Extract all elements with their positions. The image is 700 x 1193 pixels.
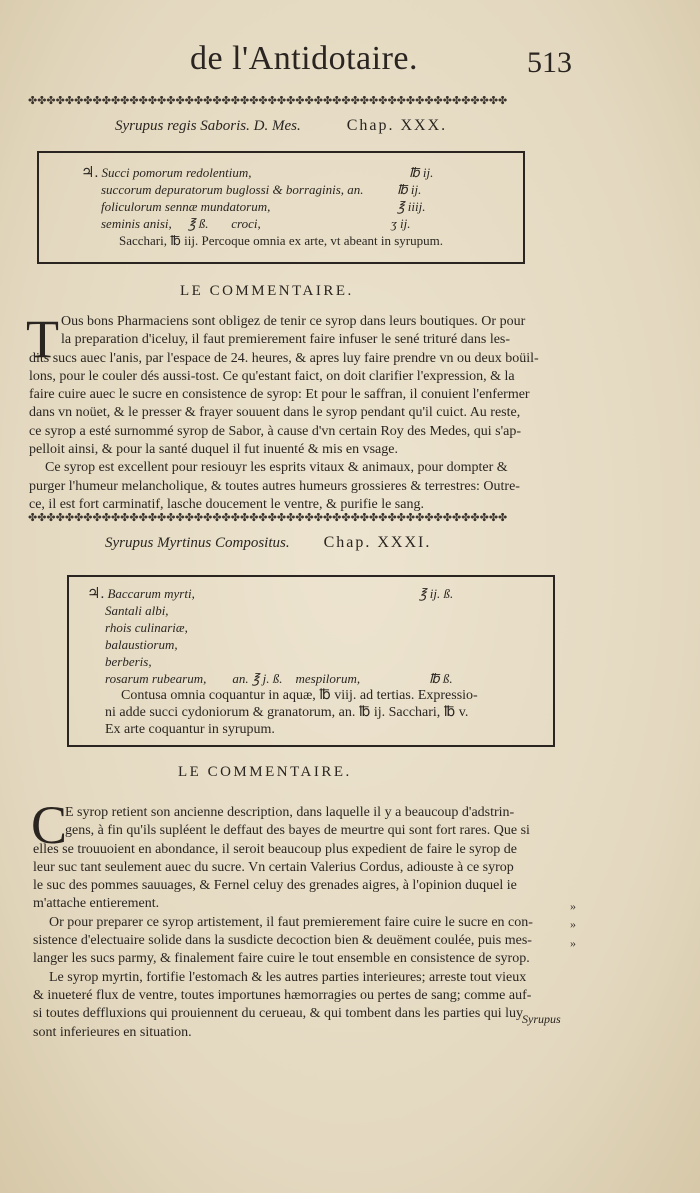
- recipe-quantity: ℔ ß.: [429, 671, 453, 686]
- recipe-line: Santali albi,: [105, 603, 169, 618]
- rule: [67, 575, 555, 577]
- text-line: purger l'humeur melancholique, & toutes autres humeurs grossieres & terrestres: Outre-: [29, 478, 520, 494]
- text-line: leur suc tant seulement auec du sucre. Vn certain Valerius Cordus, adiouste à ce syrop: [33, 859, 514, 875]
- rule: [37, 151, 525, 153]
- quote-mark: »: [570, 899, 576, 913]
- running-title: de l'Antidotaire.: [190, 40, 419, 77]
- text-line: E syrop retient son ancienne description, dans laquelle il y a beaucoup d'adstrin-: [65, 805, 515, 820]
- recipe-box: [67, 575, 555, 747]
- recipe-title: Syrupus regis Saboris. D. Mes.: [115, 118, 301, 134]
- recipe-line: ♃. Baccarum myrti,: [87, 586, 195, 602]
- text-line: sistence d'electuaire solide dans la susdicte decoction bien & deuëment coulée, puis mes-: [33, 933, 532, 949]
- text-line: la preparation d'iceluy, il faut premierement faire infuser le sené trituré dans les-: [61, 332, 511, 348]
- text-line: m'attache entierement.: [33, 896, 160, 912]
- rule: [37, 262, 525, 264]
- commentary-text: [29, 313, 566, 514]
- text-line: elles se trouuoient en abondance, il seroit beaucoup plus expedient de faire le syrop de: [33, 841, 517, 857]
- text-line: langer les sucs parmy, & finalement faire cuire le tout ensemble en consistence de syrop.: [33, 951, 530, 967]
- text-line: lons, pour le couler dés aussi-tost. Ce qu'estant faict, on doit clarifier l'expression, & la: [29, 368, 515, 384]
- rule: [67, 745, 555, 747]
- text-line: Or pour preparer ce syrop artistement, il faut premierement faire cuire le sucre en con-: [49, 914, 533, 930]
- chapter-heading: [115, 117, 447, 135]
- text-line: Le syrop myrtin, fortifie l'estomach & les autres parties interieures; arreste tout vieux: [49, 969, 527, 985]
- text-line: gens, à fin qu'ils supléent le deffaut des bayes de meurtre qui sont fort rares. Que si: [65, 823, 530, 839]
- quote-mark: »: [570, 935, 576, 950]
- quote-mark: »: [570, 917, 576, 932]
- text-line: dits sucs auec l'anis, par l'espace de 24. heures, & apres luy faire prendre vn ou deux boüil-: [29, 350, 539, 366]
- text-line: sont inferieures en situation.: [33, 1024, 192, 1040]
- margin-quote-marks: [570, 897, 576, 952]
- recipe-quantity: ʒ ij.: [391, 216, 411, 231]
- catchword: Syrupus: [522, 1012, 561, 1026]
- recipe-line: ♃. Succi pomorum redolentium,: [81, 165, 252, 181]
- commentary-heading: LE COMMENTAIRE.: [180, 283, 354, 299]
- chapter-heading: [105, 534, 431, 552]
- text-line: ce, il est fort carminatif, lasche doucement le ventre, & purifie le sang.: [29, 496, 424, 512]
- recipe-quantity: ℔ ij.: [397, 182, 422, 197]
- recipe-box: [37, 151, 525, 264]
- recipe-line: succorum depuratorum buglossi & borraginis, an.: [101, 182, 364, 197]
- recipe-instruction: Contusa omnia coquantur in aquæ, ℔ viij. ad tertias. Expressio-: [121, 688, 478, 703]
- recipe-instruction: ni adde succi cydoniorum & granatorum, an. ℔ ij. Sacchari, ℔ v.: [105, 705, 469, 720]
- page-number: 513: [527, 46, 572, 79]
- text-line: & inueteré flux de ventre, toutes importunes hæmorragies ou pertes de sang; comme auf-: [33, 987, 532, 1003]
- commentary-heading: LE COMMENTAIRE.: [178, 764, 352, 780]
- recipe-line: foliculorum sennæ mundatorum,: [101, 199, 271, 214]
- text-line: Ous bons Pharmaciens sont obligez de tenir ce syrop dans leurs boutiques. Or pour: [61, 314, 526, 329]
- chapter-number: Chap. XXXI.: [323, 534, 432, 551]
- text-line: le suc des pommes sauuages, & Fernel celuy des grenades aigres, à l'opinion duquel ie: [33, 878, 517, 894]
- drop-cap: C: [31, 795, 68, 855]
- text-line: si toutes deffluxions qui prouiennent du cerueau, & qui tombent dans les parties qui luy: [33, 1006, 524, 1022]
- recipe-line: seminis anisi, ℥ ß. croci,: [101, 216, 261, 231]
- ornament-band: ✤✤✤✤✤✤✤✤✤✤✤✤✤✤✤✤✤✤✤✤✤✤✤✤✤✤✤✤✤✤✤✤✤✤✤✤✤✤✤✤✤✤✤✤✤✤✤✤✤✤✤✤: [28, 96, 508, 106]
- drop-cap: T: [26, 309, 59, 369]
- commentary-text: [31, 795, 566, 1042]
- chapter-number: Chap. XXX.: [346, 117, 448, 134]
- recipe-line: rhois culinariæ,: [105, 620, 188, 635]
- text-line: Ce syrop est excellent pour resiouyr les esprits vitaux & animaux, pour dompter &: [45, 460, 508, 476]
- recipe-title: Syrupus Myrtinus Compositus.: [105, 535, 290, 551]
- recipe-line: berberis,: [105, 654, 152, 669]
- text-line: faire cuire auec le sucre en consistence de syrop: Et pour le saffran, il conuient l'enfermer: [29, 387, 530, 403]
- text-line: dans vn noüet, & le presser & frayer souuent dans le syrop pendant qu'il cuict. Au reste,: [29, 405, 521, 421]
- text-line: pelloit ainsi, & pour la santé duquel il fut inuenté & mis en vsage.: [29, 442, 398, 458]
- recipe-line: rosarum rubearum, an. ℥ j. ß. mespilorum,: [105, 671, 361, 686]
- recipe-quantity: ℥ ij. ß.: [419, 586, 454, 601]
- recipe-instruction: Sacchari, ℔ iij. Percoque omnia ex arte, vt abeant in syrupum.: [119, 233, 443, 248]
- recipe-instruction: Ex arte coquantur in syrupum.: [105, 722, 275, 737]
- text-line: ce syrop a esté surnommé syrop de Sabor, à cause d'vn certain Roy des Medes, qui s'ap-: [29, 423, 522, 439]
- recipe-quantity: ℥ iiij.: [397, 199, 426, 214]
- ornament-band: ✤✤✤✤✤✤✤✤✤✤✤✤✤✤✤✤✤✤✤✤✤✤✤✤✤✤✤✤✤✤✤✤✤✤✤✤✤✤✤✤✤✤✤✤✤✤✤✤✤✤✤✤: [28, 513, 508, 523]
- recipe-quantity: ℔ ij.: [409, 165, 434, 180]
- recipe-line: balaustiorum,: [105, 637, 178, 652]
